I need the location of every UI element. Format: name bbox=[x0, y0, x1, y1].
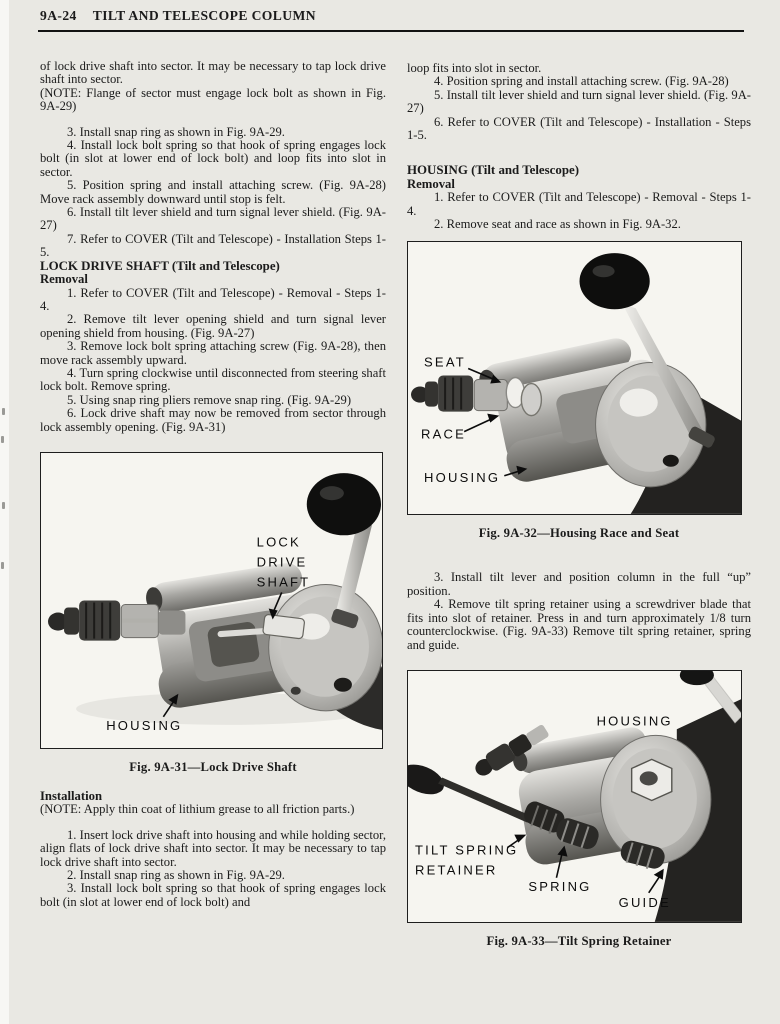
page-number: 9A-24 bbox=[40, 8, 77, 23]
label-housing: HOUSING bbox=[596, 713, 673, 729]
subheading-removal: Removal bbox=[40, 272, 88, 287]
label-housing: HOUSING bbox=[106, 717, 183, 733]
race-part bbox=[521, 384, 541, 416]
scan-artifact bbox=[2, 408, 5, 415]
step-item: 1. Refer to COVER (Tilt and Telescope) - Removal - Steps 1-4. bbox=[407, 190, 751, 218]
page-header bbox=[40, 8, 745, 24]
step-item: 5. Install tilt lever shield and turn signal lever shield. (Fig. 9A-27) bbox=[407, 87, 751, 116]
scan-artifact bbox=[1, 436, 4, 443]
label-seat: SEAT bbox=[424, 354, 466, 370]
step-item: 2. Install snap ring as shown in Fig. 9A-29. bbox=[67, 868, 285, 882]
step-item: 4. Remove tilt spring retainer using a screwdriver blade that fits into slot of retainer. Press in and turn approximately 1/8 turn counterclockwise. (Fig. 9A-33) Remove tilt spring retainer, spring and guide. bbox=[407, 597, 751, 652]
step-item: 6. Install tilt lever shield and turn signal lever shield. (Fig. 9A-27) bbox=[40, 205, 386, 233]
left-column bbox=[40, 60, 386, 909]
fig-9a-32-photo bbox=[408, 242, 741, 514]
figure-9a-33 bbox=[407, 670, 742, 923]
label-tilt-spring-retainer: RETAINER bbox=[415, 862, 498, 878]
figure-caption: Fig. 9A-32—Housing Race and Seat bbox=[478, 526, 680, 541]
step-item: 4. Turn spring clockwise until disconnected from steering shaft lock bolt. Remove spring. bbox=[40, 365, 386, 394]
step-item: 7. Refer to COVER (Tilt and Telescope) - Installation Steps 1-5. bbox=[40, 231, 386, 260]
paragraph: loop fits into slot in sector. bbox=[407, 61, 542, 75]
step-item: 3. Remove lock bolt spring attaching screw (Fig. 9A-28), then move rack assembly upward. bbox=[40, 339, 386, 367]
subheading-removal: Removal bbox=[407, 176, 455, 191]
label-spring: SPRING bbox=[528, 878, 592, 894]
step-item: 1. Insert lock drive shaft into housing and while holding sector, align flats of lock drive shaft into sector. It may be necessary to tap lock drive shaft into sector. bbox=[40, 827, 386, 869]
figure-9a-31 bbox=[40, 452, 383, 749]
tilt-lever-knob bbox=[580, 254, 650, 310]
label-lock-drive-shaft: SHAFT bbox=[256, 574, 311, 590]
page-binding-edge bbox=[0, 0, 9, 1024]
step-item: 3. Install snap ring as shown in Fig. 9A-29. bbox=[67, 124, 285, 139]
header-rule bbox=[38, 30, 744, 32]
fig-9a-31-photo bbox=[41, 453, 382, 748]
label-guide: GUIDE bbox=[618, 894, 671, 910]
tilt-lever-knob bbox=[307, 473, 381, 535]
page-title: TILT AND TELESCOPE COLUMN bbox=[92, 8, 316, 23]
label-lock-drive-shaft: DRIVE bbox=[256, 554, 308, 570]
step-item: 3. Install lock bolt spring so that hook of spring engages lock bolt (in slot at lower end of lock bolt) and bbox=[40, 881, 386, 909]
figure-9a-32 bbox=[407, 241, 742, 515]
paragraph: of lock drive shaft into sector. It may be necessary to tap lock drive shaft into sector. bbox=[40, 59, 386, 87]
section-heading-housing: HOUSING (Tilt and Telescope) bbox=[407, 163, 580, 178]
note-text: (NOTE: Flange of sector must engage lock bolt as shown in Fig. 9A-29) bbox=[40, 85, 386, 114]
note-text: (NOTE: Apply thin coat of lithium grease to all friction parts.) bbox=[40, 802, 355, 817]
label-race: RACE bbox=[421, 427, 467, 443]
figure-caption: Fig. 9A-31—Lock Drive Shaft bbox=[129, 759, 297, 774]
label-tilt-spring-retainer: TILT SPRING bbox=[415, 842, 519, 858]
step-item: 3. Install tilt lever and position column in the full “up” position. bbox=[407, 570, 751, 598]
fig-9a-33-photo bbox=[408, 671, 741, 922]
step-item: 6. Lock drive shaft may now be removed from sector through lock assembly opening. (Fig. 9A-31) bbox=[40, 406, 386, 434]
step-item: 6. Refer to COVER (Tilt and Telescope) - Installation - Steps 1-5. bbox=[407, 114, 751, 143]
subheading-installation: Installation bbox=[40, 788, 103, 803]
step-item: 4. Position spring and install attaching screw. (Fig. 9A-28) bbox=[434, 74, 729, 89]
step-item: 1. Refer to COVER (Tilt and Telescope) - Removal - Steps 1-4. bbox=[40, 285, 386, 313]
step-item: 2. Remove seat and race as shown in Fig. 9A-32. bbox=[434, 217, 681, 232]
step-item: 5. Position spring and install attaching screw. (Fig. 9A-28) Move rack assembly downward until stop is felt. bbox=[40, 178, 386, 206]
label-housing: HOUSING bbox=[424, 470, 501, 486]
section-heading-lock-drive-shaft: LOCK DRIVE SHAFT (Tilt and Telescope) bbox=[40, 258, 280, 273]
scan-artifact bbox=[1, 562, 4, 569]
step-item: 4. Install lock bolt spring so that hook of spring engages lock bolt (in slot at lower end of lock bolt) and loop fits into slot in sector. bbox=[40, 138, 386, 179]
right-column bbox=[407, 62, 751, 949]
step-item: 2. Remove tilt lever opening shield and turn signal lever opening shield from housing. (Fig. 9A-27) bbox=[40, 312, 386, 340]
label-lock-drive-shaft: LOCK bbox=[256, 534, 301, 550]
step-item: 5. Using snap ring pliers remove snap ring. (Fig. 9A-29) bbox=[67, 392, 352, 407]
figure-caption: Fig. 9A-33—Tilt Spring Retainer bbox=[486, 933, 672, 948]
scan-artifact bbox=[2, 502, 5, 509]
